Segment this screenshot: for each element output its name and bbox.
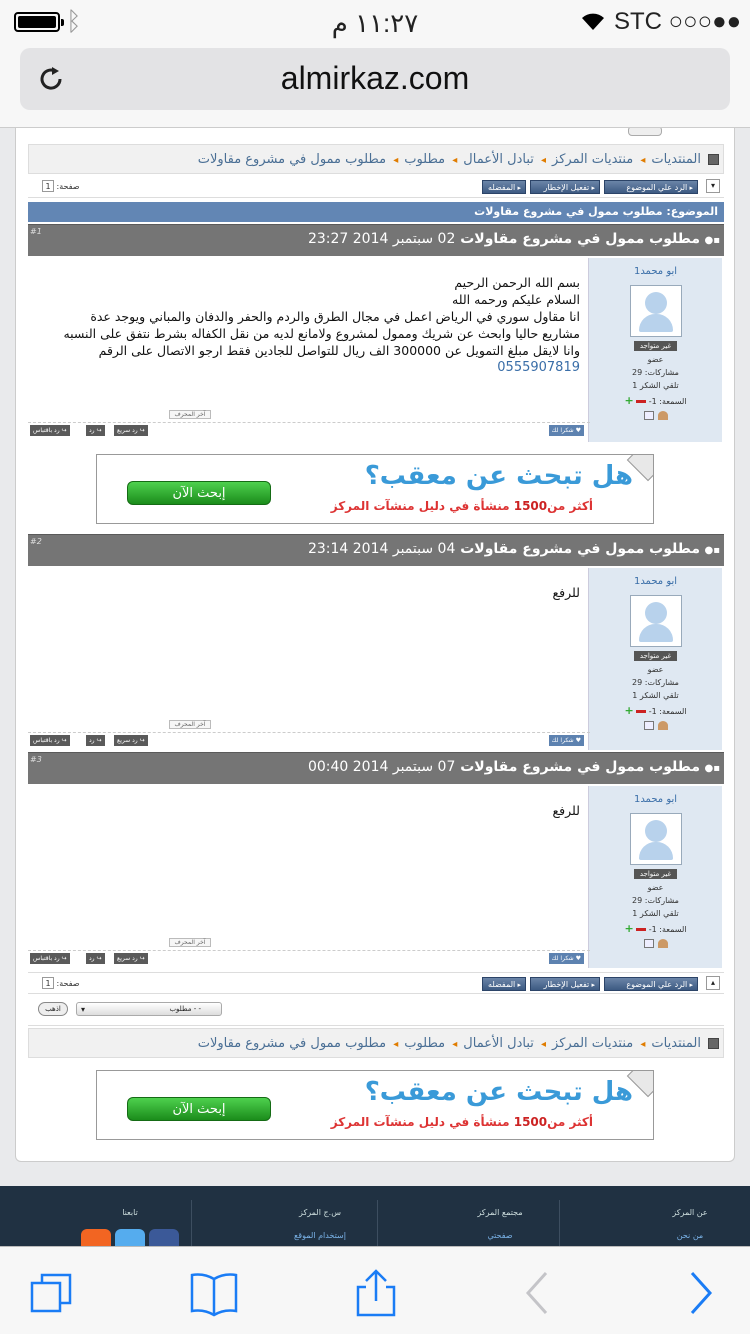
- status-badge: غير متواجد: [634, 869, 677, 879]
- message-icon[interactable]: [644, 939, 654, 948]
- minus-icon[interactable]: [636, 928, 646, 931]
- top-go-button[interactable]: [628, 128, 662, 136]
- forward-icon[interactable]: [676, 1269, 724, 1317]
- reply-button[interactable]: ↪ رد: [86, 425, 105, 436]
- author-thanks: تلقي الشكر 1: [632, 691, 679, 700]
- breadcrumb-item[interactable]: منتديات المركز: [552, 1036, 634, 1051]
- web-page: [0, 128, 750, 1246]
- quick-reply-button[interactable]: ↪ رد سريع: [114, 953, 148, 964]
- twitter-icon[interactable]: [115, 1229, 145, 1246]
- banner-sub-prefix: أكثر من: [547, 499, 593, 513]
- banner-sub-suffix: منشأة في دليل منشآت المركز: [330, 499, 510, 513]
- notify-button[interactable]: ▸ تفعيل الإخطار: [530, 977, 600, 991]
- post-author-panel: [588, 568, 722, 750]
- breadcrumb-item[interactable]: مطلوب: [404, 1036, 446, 1051]
- author-rank: عضو: [647, 355, 664, 364]
- author-posts: مشاركات: 29: [632, 368, 679, 377]
- post-date: 02 سبتمبر 2014 23:27: [307, 231, 456, 247]
- breadcrumb-current[interactable]: مطلوب ممول في مشروع مقاولات: [197, 152, 387, 167]
- user-icon[interactable]: [658, 939, 668, 948]
- post-body: [28, 576, 590, 716]
- message-icon[interactable]: [644, 411, 654, 420]
- user-icon[interactable]: [658, 411, 668, 420]
- author-posts: مشاركات: 29: [632, 896, 679, 905]
- post-phone[interactable]: 0555907819: [497, 360, 580, 375]
- author-reputation: [589, 704, 722, 717]
- breadcrumb-arrow-icon: ◂: [452, 1039, 458, 1050]
- plus-icon[interactable]: +: [624, 922, 634, 935]
- banner-subtitle: [331, 499, 593, 513]
- post-actions: [28, 732, 590, 747]
- post-body: [28, 794, 590, 934]
- banner-sub-suffix: منشأة في دليل منشآت المركز: [330, 1115, 510, 1129]
- post-date: 07 سبتمبر 2014 00:40: [307, 759, 456, 775]
- reputation-text: السمعة: 1-: [648, 707, 687, 716]
- footer-follow: [50, 1208, 210, 1246]
- pager-label: صفحة:: [56, 979, 80, 988]
- thank-button[interactable]: ♥ شكرا لك: [549, 425, 584, 436]
- author-mini-icons: [589, 411, 722, 422]
- thread-subject: الموضوع: مطلوب ممول في مشروع مقاولات: [28, 202, 724, 222]
- author-mini-icons: [589, 939, 722, 950]
- author-name[interactable]: ابو محمد1: [633, 576, 678, 587]
- quote-button[interactable]: ↪ رد باقتباس: [30, 425, 70, 436]
- breadcrumb-arrow-icon: ◂: [452, 155, 458, 166]
- quote-button[interactable]: ↪ رد باقتباس: [30, 735, 70, 746]
- minus-icon[interactable]: [636, 710, 646, 713]
- ad-banner[interactable]: [96, 1070, 654, 1140]
- last-edit-label: آخر المحرف: [169, 938, 211, 947]
- post-title-line: [308, 231, 700, 247]
- status-badge: غير متواجد: [634, 651, 677, 661]
- breadcrumb-arrow-icon: ◂: [393, 155, 399, 166]
- post-actions: [28, 422, 590, 437]
- post-number[interactable]: #2: [30, 537, 42, 546]
- favorite-button[interactable]: ▸ المفضله: [482, 180, 526, 194]
- author-name[interactable]: ابو محمد1: [633, 266, 678, 277]
- post-title-line: [308, 759, 700, 775]
- banner-sub-count: 1500: [513, 1115, 548, 1129]
- quick-reply-button[interactable]: ↪ رد سريع: [114, 735, 148, 746]
- footer-community: [420, 1208, 580, 1240]
- quote-button[interactable]: ↪ رد باقتباس: [30, 953, 70, 964]
- breadcrumb-arrow-icon: ◂: [541, 155, 547, 166]
- breadcrumb-arrow-icon: ◂: [640, 155, 646, 166]
- post-icon: ▪●: [704, 235, 720, 246]
- post-line: السلام عليكم ورحمه الله: [452, 292, 580, 307]
- rss-icon[interactable]: [81, 1229, 111, 1246]
- footer-about: [610, 1208, 750, 1240]
- reply-button[interactable]: ↪ رد: [86, 735, 105, 746]
- breadcrumb-arrow-icon: ◂: [640, 1039, 646, 1050]
- post-title: مطلوب ممول في مشروع مقاولات: [460, 541, 700, 557]
- minus-icon[interactable]: [636, 400, 646, 403]
- footer-link[interactable]: صفحتي: [487, 1231, 513, 1240]
- bookmarks-icon[interactable]: [190, 1269, 238, 1317]
- safari-toolbar: [0, 1246, 750, 1334]
- message-icon[interactable]: [644, 721, 654, 730]
- breadcrumb-item[interactable]: منتديات المركز: [552, 152, 634, 167]
- post-actions: [28, 950, 590, 965]
- banner-sub-count: 1500: [513, 499, 548, 513]
- bluetooth-icon: ᛒ: [66, 6, 82, 36]
- author-thanks: تلقي الشكر 1: [632, 909, 679, 918]
- footer-faq: [240, 1208, 400, 1240]
- breadcrumb-item[interactable]: المنتديات: [651, 152, 701, 167]
- banner-sub-prefix: أكثر من: [547, 1115, 593, 1129]
- breadcrumb-current[interactable]: مطلوب ممول في مشروع مقاولات: [197, 1036, 387, 1051]
- go-button[interactable]: اذهب: [38, 1002, 68, 1016]
- plus-icon[interactable]: +: [624, 394, 634, 407]
- author-posts: مشاركات: 29: [632, 678, 679, 687]
- banner-headline: هل تبحث عن معقب؟: [364, 1077, 633, 1107]
- post-title: مطلوب ممول في مشروع مقاولات: [460, 231, 700, 247]
- collapse-toggle[interactable]: ▴: [706, 976, 720, 990]
- post-number[interactable]: #3: [30, 755, 42, 764]
- favorite-button[interactable]: ▸ المفضله: [482, 977, 526, 991]
- breadcrumb-arrow-icon: ◂: [541, 1039, 547, 1050]
- breadcrumb-item[interactable]: تبادل الأعمال: [463, 152, 534, 167]
- url-text: almirkaz.com: [280, 60, 470, 96]
- share-icon[interactable]: [352, 1269, 400, 1317]
- post-text: للرفع: [552, 803, 580, 818]
- author-rank: عضو: [647, 883, 664, 892]
- back-icon[interactable]: [514, 1269, 562, 1317]
- post-header: [28, 534, 724, 566]
- thank-button[interactable]: ♥ شكرا لك: [549, 735, 584, 746]
- thank-button[interactable]: ♥ شكرا لك: [549, 953, 584, 964]
- collapse-toggle[interactable]: ▾: [706, 179, 720, 193]
- post-author-panel: [588, 258, 722, 442]
- quick-navigation: [28, 996, 724, 1026]
- author-name[interactable]: ابو محمد1: [633, 794, 678, 805]
- author-mini-icons: [589, 721, 722, 732]
- site-footer: [0, 1186, 750, 1246]
- page-number[interactable]: 1: [42, 977, 54, 989]
- thread-toolbar-bottom: [28, 972, 724, 994]
- ios-status-bar: [0, 0, 750, 44]
- footer-heading: تابعنا: [122, 1208, 138, 1217]
- author-thanks: تلقي الشكر 1: [632, 381, 679, 390]
- facebook-icon[interactable]: [149, 1229, 179, 1246]
- url-field[interactable]: [20, 48, 730, 110]
- footer-heading: مجتمع المركز: [477, 1208, 523, 1217]
- breadcrumb: [28, 144, 724, 174]
- post-title-line: [308, 541, 700, 557]
- banner-search-button[interactable]: إبحث الآن: [127, 1097, 271, 1121]
- reply-topic-button[interactable]: ▸ الرد علي الموضوع: [604, 977, 698, 991]
- post-header: [28, 224, 724, 256]
- post-line: وانا لايقل مبلغ التمويل عن 300000 الف ريال للتواصل للجادين فقط ارجو الاتصال على الرقم: [98, 343, 580, 358]
- home-icon[interactable]: [708, 1038, 719, 1049]
- last-edit-label: آخر المحرف: [169, 720, 211, 729]
- carrier-signal: STC ○○○●●: [614, 8, 742, 35]
- avatar[interactable]: [630, 813, 682, 865]
- pager: [38, 977, 80, 989]
- author-reputation: [589, 922, 722, 935]
- reply-button[interactable]: ↪ رد: [86, 953, 105, 964]
- post-line: انا مقاول سوري في الرياض اعمل في مجال الطرق والردم والحفر والدفان والمباني ويوجد عدة: [90, 309, 580, 324]
- post-body: [28, 266, 590, 408]
- ad-banner[interactable]: [96, 454, 654, 524]
- breadcrumb-item[interactable]: مطلوب: [404, 152, 446, 167]
- post-line: بسم الله الرحمن الرحيم: [454, 275, 580, 290]
- forum-jump-select[interactable]: - - مطلوب ▾: [76, 1002, 222, 1016]
- banner-headline: هل تبحث عن معقب؟: [364, 461, 633, 491]
- post-author-panel: [588, 786, 722, 968]
- breadcrumb: [28, 1028, 724, 1058]
- browser-address-bar: [0, 44, 750, 128]
- forum-thread: [15, 128, 735, 1162]
- author-rank: عضو: [647, 665, 664, 674]
- post-text: للرفع: [552, 585, 580, 600]
- avatar[interactable]: [630, 595, 682, 647]
- post-date: 04 سبتمبر 2014 23:14: [307, 541, 456, 557]
- pager: [38, 180, 80, 192]
- tabs-icon[interactable]: [28, 1269, 76, 1317]
- pager-label: صفحة:: [56, 182, 80, 191]
- user-icon[interactable]: [658, 721, 668, 730]
- reputation-text: السمعة: 1-: [648, 925, 687, 934]
- plus-icon[interactable]: +: [624, 704, 634, 717]
- breadcrumb-arrow-icon: ◂: [393, 1039, 399, 1050]
- post-icon: ▪●: [704, 763, 720, 774]
- breadcrumb-item[interactable]: تبادل الأعمال: [463, 1036, 534, 1051]
- last-edit-label: آخر المحرف: [169, 410, 211, 419]
- reply-topic-button[interactable]: ▸ الرد علي الموضوع: [604, 180, 698, 194]
- banner-subtitle: [331, 1115, 593, 1129]
- post-title: مطلوب ممول في مشروع مقاولات: [460, 759, 700, 775]
- footer-heading: س.ج المركز: [299, 1208, 341, 1217]
- notify-button[interactable]: ▸ تفعيل الإخطار: [530, 180, 600, 194]
- wifi-icon: [580, 10, 606, 32]
- footer-link[interactable]: إستخدام الموقع: [294, 1231, 346, 1240]
- post-number[interactable]: #1: [30, 227, 42, 236]
- page-number[interactable]: 1: [42, 180, 54, 192]
- author-reputation: [589, 394, 722, 407]
- footer-link[interactable]: من نحن: [676, 1231, 704, 1240]
- status-time: ١١:٢٧ م: [331, 8, 419, 38]
- reputation-text: السمعة: 1-: [648, 397, 687, 406]
- banner-search-button[interactable]: إبحث الآن: [127, 481, 271, 505]
- thread-toolbar-top: [28, 176, 724, 198]
- quick-reply-button[interactable]: ↪ رد سريع: [114, 425, 148, 436]
- post-line: مشاريع حاليا وابحث عن شريك وممول لمشروع ولامانع لديه من نقل الكفاله بشرط نتفق على النسبه: [63, 326, 580, 341]
- breadcrumb-item[interactable]: المنتديات: [651, 1036, 701, 1051]
- avatar[interactable]: [630, 285, 682, 337]
- footer-heading: عن المركز: [672, 1208, 708, 1217]
- post-header: [28, 752, 724, 784]
- home-icon[interactable]: [708, 154, 719, 165]
- post-icon: ▪●: [704, 545, 720, 556]
- status-badge: غير متواجد: [634, 341, 677, 351]
